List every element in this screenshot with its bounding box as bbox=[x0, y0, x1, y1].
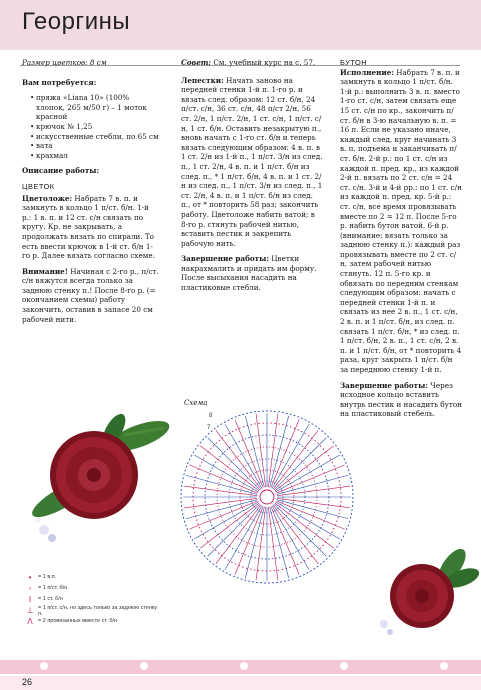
advice-label: Совет: bbox=[181, 58, 212, 67]
materials-heading: Вам потребуется: bbox=[22, 77, 97, 87]
diagram-spoke bbox=[208, 438, 260, 490]
legend-row: ◦ = 1 п/ст. б/н bbox=[22, 583, 158, 594]
advice-text: См. учебный курс на с. 57. bbox=[213, 58, 316, 67]
diagram-spoke bbox=[268, 414, 278, 487]
bud-finish-label: Завершение работы: bbox=[340, 380, 428, 390]
attention-label: Внимание! bbox=[22, 266, 68, 276]
diagram-spoke bbox=[274, 504, 326, 556]
petals-label: Лепестки: bbox=[181, 75, 224, 85]
material-item: • пряжа «Liana 10» (100% хлопок, 265 м/50 г) – 1 моток красной bbox=[30, 93, 160, 122]
svg-text:8: 8 bbox=[209, 413, 213, 419]
finish-label: Завершение работы: bbox=[181, 254, 269, 264]
description-heading: Описание работы: bbox=[22, 166, 100, 176]
flower-text: Набрать 7 в. п. и замкнуть в кольцо 1 п/ст. б/н. 1-й р.: 1 в. п. и 12 ст. с/н связать по кругу. Кр. не закрывать, а продолжать вязать по спирали. То есть ввести крючок в 1-й ст. б/н 1-го р. Далее вязать согласно схеме. bbox=[22, 193, 155, 261]
legend-row: I = 1 ст. б/н bbox=[22, 594, 158, 605]
chain-stitch-icon: • bbox=[28, 573, 32, 582]
material-item: • крючок № 1,25 bbox=[30, 122, 160, 132]
middle-column bbox=[181, 58, 323, 299]
material-item: • искусственные стебли, по 65 см bbox=[30, 132, 160, 142]
diagram-spoke bbox=[208, 504, 260, 556]
footer-strip bbox=[0, 676, 481, 690]
slip-stitch-icon: ◦ bbox=[28, 584, 32, 593]
petals-text: Начать заново на передней стенки 1-й п. 1-го р. и вязать след. образом: 12 ст. б/н, 24 п/ст. с/н, 36 ст. с/н, 48 п/ст 2/н, 56 ст. 2/н, 1 п/ст. 2/н, 1 ст. с/н, 1 п/ст. с/н, 1 ст. б/н. Оставить незакрытую п., вновь начать с 1-го ст. б/н и теперь вязать следующим образом: 4 в. п. в 1 ст. 2/н из 1-й п., 1 п/ст. 3/н из след. п., 1 ст. 2/н, 4 в. п. и 1 п/ст. б/н из след. п., * 1 п/ст. б/н, 4 в. п. и 1 ст. 2/н из след. п., 1 п/ст. 3/н из след. п., 1 ст. 2/н, 4 в. п. и 1 п/ст. б/н из след. п., от * повторить 58 раз; закончить работу. Цветоложе набить ватой; в 8-го р. стянуть рабочей нитью, вставить пестик и закрепить рабочую нить. bbox=[181, 75, 323, 248]
advice-paragraph bbox=[181, 58, 323, 68]
diagram-spoke bbox=[184, 486, 257, 496]
attention-text: Начиная с 2-го р., п/ст. с/н вяжутся всегда только за заднюю стенку п.! После 8-го р. (= окончанием схемы) работу закончить, оставив в запасе 20 см рабочей нити. bbox=[22, 266, 159, 324]
right-column bbox=[340, 58, 462, 425]
size-line: Размер цветков: 8 см bbox=[22, 58, 107, 67]
diagram-spoke bbox=[256, 507, 266, 580]
flower-ornament-icon bbox=[440, 662, 448, 670]
flower-paragraph bbox=[22, 194, 160, 261]
diagram-spoke bbox=[277, 498, 350, 508]
bud-label: Исполнение: bbox=[340, 67, 394, 77]
diagram-spoke bbox=[274, 438, 326, 490]
legend-row: ⊥ = 1 п/ст. с/н, но здесь только за заднюю стенку п. bbox=[22, 605, 158, 616]
bud-heading: БУТОН bbox=[340, 58, 368, 67]
material-item: • вата bbox=[30, 141, 160, 151]
scheme-label: Схема bbox=[184, 399, 208, 407]
materials-list bbox=[22, 93, 160, 160]
page-title: Георгины bbox=[22, 8, 131, 35]
dahlia-photo-left bbox=[14, 400, 174, 560]
flower-ornament-icon bbox=[140, 662, 148, 670]
page-header bbox=[0, 0, 481, 50]
symbol-legend bbox=[22, 572, 158, 627]
back-loop-icon: ⊥ bbox=[26, 606, 34, 615]
single-crochet-icon: I bbox=[28, 595, 32, 604]
flower-ornament-icon bbox=[340, 662, 348, 670]
petals-paragraph bbox=[181, 76, 323, 249]
crochet-diagram bbox=[175, 405, 360, 590]
legend-row: • = 1 в.п. bbox=[22, 572, 158, 583]
dahlia-photo-right bbox=[370, 528, 480, 648]
diagram-spoke bbox=[268, 507, 278, 580]
flower-ornament-icon bbox=[40, 662, 48, 670]
finish-paragraph bbox=[181, 254, 323, 292]
diagram-spoke bbox=[256, 414, 266, 487]
diagram-spoke bbox=[184, 498, 257, 508]
legend-row: Λ = 2 провязанных вместе ст. б/н bbox=[22, 616, 158, 627]
flower-heading: ЦВЕТОК bbox=[22, 181, 55, 191]
attention-paragraph bbox=[22, 267, 160, 325]
diagram-spoke bbox=[277, 486, 350, 496]
bud-paragraph bbox=[340, 68, 462, 375]
bud-text: Набрать 7 в. п. и замкнуть в кольцо 1 п/ст. б/н. 1-й р.: выполнить 3 в. п. вместо 1-го ст. с/н, затем связать еще 15 ст. с/н по кр., закончить п/ст. б/н в 3-ю начальную в. п. = 16 п. Если не указано иначе, каждый след. круг начинать 3 в. п. подъема и заканчивать п/ст. б/н. 2-й р.: по 1 ст. с/н из каждой п. пред. кр., из каждой 2-й п. вязать по 2 ст. с/н = 24 ст. с/н. 3-й и 4-й рр.: по 1 ст. с/н из каждой п. пред. кр. 5-й р.: ст. с/н, все время провязывать вместе по 2 = 12 п. После 5-го р. набить бутон ватой. 6-й р. (внимание: вязать только за заднюю стенку п.): каждый раз провязывать вместе по 2 ст. с/н, затем рабочей нитью стянуть. 12 п. 5-го кр. и обвязать по передним стенкам следующим образом: начать с передней стенки 1-й п. и связать из нее 2 в. п., 1 ст. с/н, 2 в. п. и 1 п/ст. б/н, из след. п. связать 1 п/ст. б/н, * из след. п. 1 п/ст. б/н, 2 в. п., 1 ст. с/н, 2 в. п. и 1 п/ст. б/н, от * повторить 4 раза, круг закрыть 1 п/ст. б/н за переднюю стенку 1-й п. bbox=[340, 67, 462, 374]
left-column bbox=[22, 58, 160, 330]
finish-text: Цветки накрахмалить и придать им форму. После высыхания насадить на пластиковые стебли. bbox=[181, 254, 317, 293]
svg-text:7: 7 bbox=[207, 425, 211, 431]
flower-ornament-icon bbox=[240, 662, 248, 670]
decrease-icon: Λ bbox=[27, 617, 33, 626]
flower-label: Цветоложе: bbox=[22, 193, 73, 203]
material-item: • крахмал bbox=[30, 151, 160, 161]
bud-finish-text: Через исходное кольцо вставить внутрь пестик и насадить бутон на пластиковый стебель. bbox=[340, 380, 462, 419]
page-number: 26 bbox=[22, 677, 33, 687]
